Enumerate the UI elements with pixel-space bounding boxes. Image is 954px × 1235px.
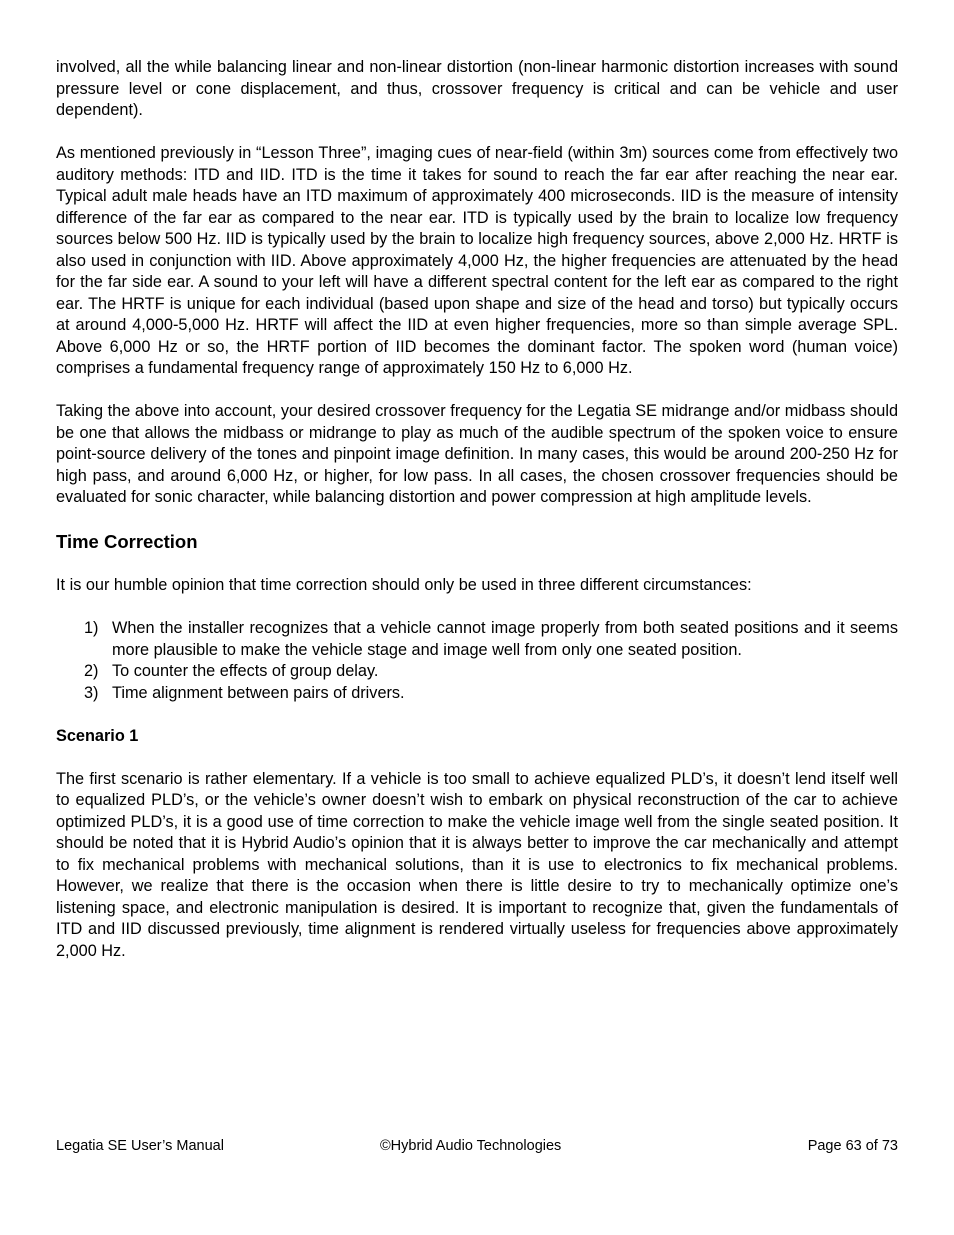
list-item-text: To counter the effects of group delay. <box>112 662 379 680</box>
list-item-text: Time alignment between pairs of drivers. <box>112 683 405 702</box>
list-item-text: When the installer recognizes that a vehicle cannot image properly from both seated positions and it seems more plausible to make the vehicle stage and image well from only one seated position. <box>112 619 898 659</box>
body-paragraph: involved, all the while balancing linear and non-linear distortion (non-linear harmonic distortion increases with sound pressure level or cone displacement, and thus, crossover frequency is critical and can be vehicle and user dependent). <box>56 58 898 119</box>
body-paragraph: The first scenario is rather elementary. If a vehicle is too small to achieve equalized PLD’s, it doesn’t lend itself well to equalized PLD’s, or the vehicle’s owner doesn’t wish to embark on physical reconstruction of the car to achieve optimized PLD’s, it is a good use of time correction to make the vehicle image well from the single seated position. It should be noted that it is Hybrid Audio’s opinion that it is always better to improve the car mechanically and attempt to fix mechanical problems with mechanical solutions, than it is use to electronics to fix mechanical problems. However, we realize that there is the occasion when there is little desire to try to mechanically optimize one’s listening space, and electronic manipulation is desired. It is important to recognize that, given the fundamentals of ITD and IID discussed previously, time alignment is rendered virtually useless for frequencies above approximately 2,000 Hz. <box>56 769 898 960</box>
list-item-number: 2) <box>84 662 99 680</box>
page-footer <box>56 1137 898 1155</box>
section-heading-time-correction: Time Correction <box>56 531 198 552</box>
section-intro: It is our humble opinion that time correction should only be used in three different circumstances: <box>56 576 752 594</box>
footer-copyright: ©Hybrid Audio Technologies <box>380 1138 562 1154</box>
body-paragraph: Taking the above into account, your desired crossover frequency for the Legatia SE midrange and/or midbass should be one that allows the midbass or midrange to play as much of the audible spectrum of the spoken voice to ensure point-source delivery of the tones and pinpoint image definition. In many cases, this would be around 200-250 Hz for high pass, and around 6,000 Hz, or higher, for low pass. In all cases, the chosen crossover frequencies should be evaluated for sonic character, while balancing distortion and power compression at high amplitude levels. <box>56 402 898 506</box>
body-paragraph: As mentioned previously in “Lesson Three”, imaging cues of near-field (within 3m) sources come from effectively two auditory methods: ITD and IID. ITD is the time it takes for sound to reach the far ear after reaching the near ear. Typical adult male heads have an ITD maximum of approximately 400 microseconds. IID is the measure of intensity difference of the far ear as compared to the near ear. ITD is typically used by the brain to localize low frequency sources below 500 Hz. IID is typically used by the brain to localize high frequency sources, above 2,000 Hz. HRTF is also used in conjunction with IID. Above approximately 4,000 Hz, the higher frequencies are attenuated by the head for the far side ear. A sound to your left will have a different spectral content for the left ear as compared to the right ear. The HRTF is unique for each individual (based upon shape and size of the head and torso) but typically occurs at around 4,000-5,000 Hz. HRTF will affect the IID at even higher frequencies, more so than simple average SPL. Above 6,000 Hz or so, the HRTF portion of IID becomes the dominant factor. The spoken word (human voice) comprises a fundamental frequency range of approximately 150 Hz to 6,000 Hz. <box>56 144 898 377</box>
list-item-number: 3) <box>84 683 99 702</box>
footer-page-number: Page 63 of 73 <box>807 1138 898 1154</box>
footer-document-title: Legatia SE User’s Manual <box>56 1138 224 1154</box>
list-item <box>56 661 898 683</box>
circumstances-list <box>56 618 898 704</box>
list-item <box>56 683 898 705</box>
list-item-number: 1) <box>84 619 99 637</box>
list-item <box>56 618 898 661</box>
page-body <box>56 57 898 984</box>
subsection-heading-scenario-1: Scenario 1 <box>56 726 139 745</box>
